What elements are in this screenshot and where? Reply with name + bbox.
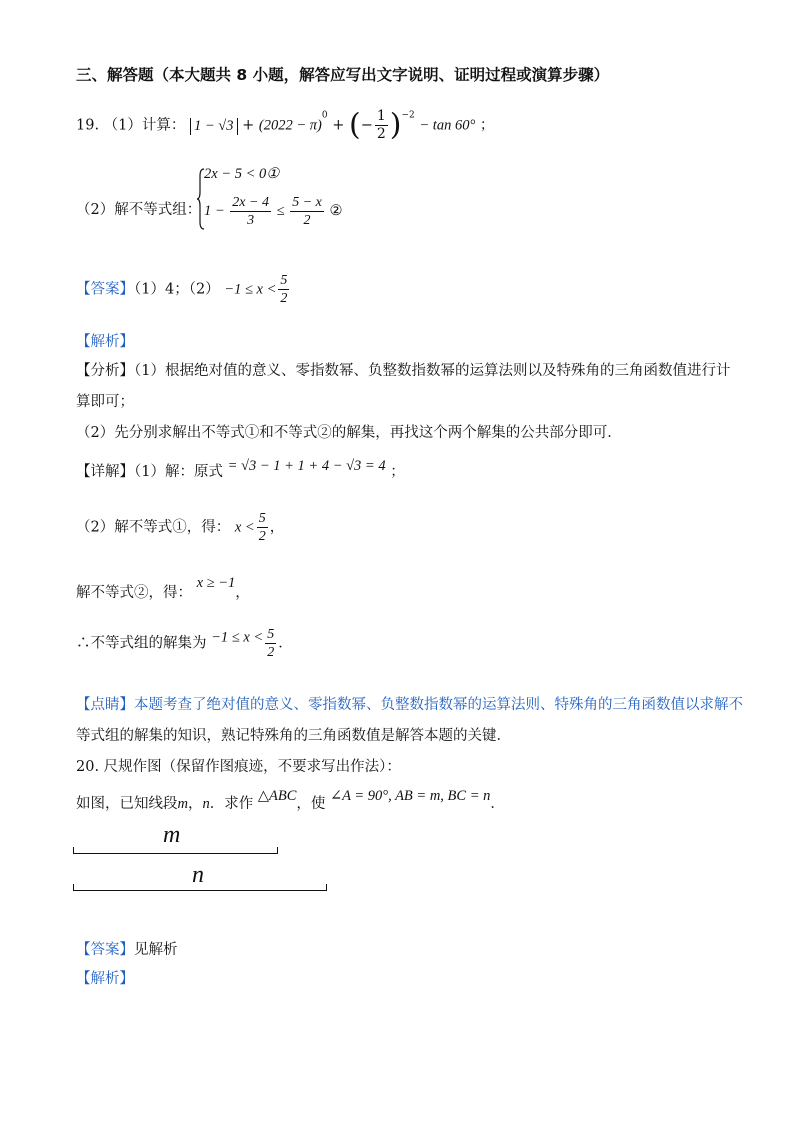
neg-exponent: −2 — [401, 110, 415, 121]
fenxi-line-3: （2）先分别求解出不等式①和不等式②的解集，再找这个两个解集的公共部分即可． — [76, 425, 622, 441]
segment-m-label: m — [163, 822, 181, 848]
section-title: 三、解答题（本大题共 8 小题，解答应写出文字说明、证明过程或演算步骤） — [76, 66, 610, 84]
segment-n — [73, 884, 327, 891]
analysis-tag: 【解析】 — [76, 334, 134, 350]
q19-part1: 19. （1）计算： $1 - √3 + (2022 - \pi)^0$ + (− $\frac{1}{2}$ )$^{-2}$ − tan 60° ； — [76, 107, 495, 143]
dianjing-line-1: 【点睛】本题考查了绝对值的意义、零指数幂、负整数指数幂的运算法则、特殊角的三角函数值以求解不 — [76, 697, 743, 713]
dianjing-line-2: 等式组的解集的知识，熟记特殊角的三角函数值是解答本题的关键． — [76, 728, 511, 744]
half-fraction: $\frac{1}{2}$ — [376, 108, 386, 142]
inequality-1: 2x − 5 < 0① — [204, 166, 280, 182]
fenxi-line-1: 【分析】（1）根据绝对值的意义、零指数幂、负整数指数幂的运算法则以及特殊角的三角函数值进行计 — [76, 363, 731, 379]
q19-part1-label: （1）计算： — [103, 117, 186, 134]
abs-expression: 1 − √3 — [190, 118, 238, 135]
step2-line: （2）解不等式①，得： x < $\frac{5}{2}$ ， — [76, 511, 285, 544]
q19-part2-label: （2）解不等式组： — [76, 202, 202, 218]
q19-answer: 【答案】（1）4；（2） −1 ≤ x < $\frac{5}{2}$ — [76, 273, 288, 306]
q20-analysis-tag: 【解析】 — [76, 971, 134, 987]
answer-tag: 【答案】 — [76, 281, 134, 298]
tan-term: − tan 60° — [419, 117, 476, 134]
xiangjie-line: 【详解】（1）解：原式 = √3 − 1 + 1 + 4 − √3 = 4 ； — [76, 458, 405, 480]
zero-power-base: (2022 − π) — [258, 117, 322, 134]
q20-statement: 如图，已知线段m，n．求作 △ABC，使 ∠A = 90°, AB = m, BC = n． — [76, 788, 505, 812]
zero-exponent: 0 — [321, 110, 328, 121]
segment-m — [73, 847, 278, 854]
fenxi-line-2: 算即可； — [76, 394, 134, 410]
q20-answer: 【答案】见解析 — [76, 942, 178, 958]
q20-title: 20. 尺规作图（保留作图痕迹，不要求写出作法）： — [76, 759, 401, 775]
step3-line: 解不等式②，得： x ≥ −1， — [76, 575, 250, 601]
inequality-2: 1 − $\frac{2x - 4}{3}$ ≤ $\frac{5 - x}{2}$ ② — [204, 195, 343, 228]
q19-number: 19. — [76, 117, 100, 134]
step4-line: ∴不等式组的解集为 −1 ≤ x < $\frac{5}{2}$ ． — [76, 627, 293, 660]
segment-n-label: n — [192, 862, 204, 888]
